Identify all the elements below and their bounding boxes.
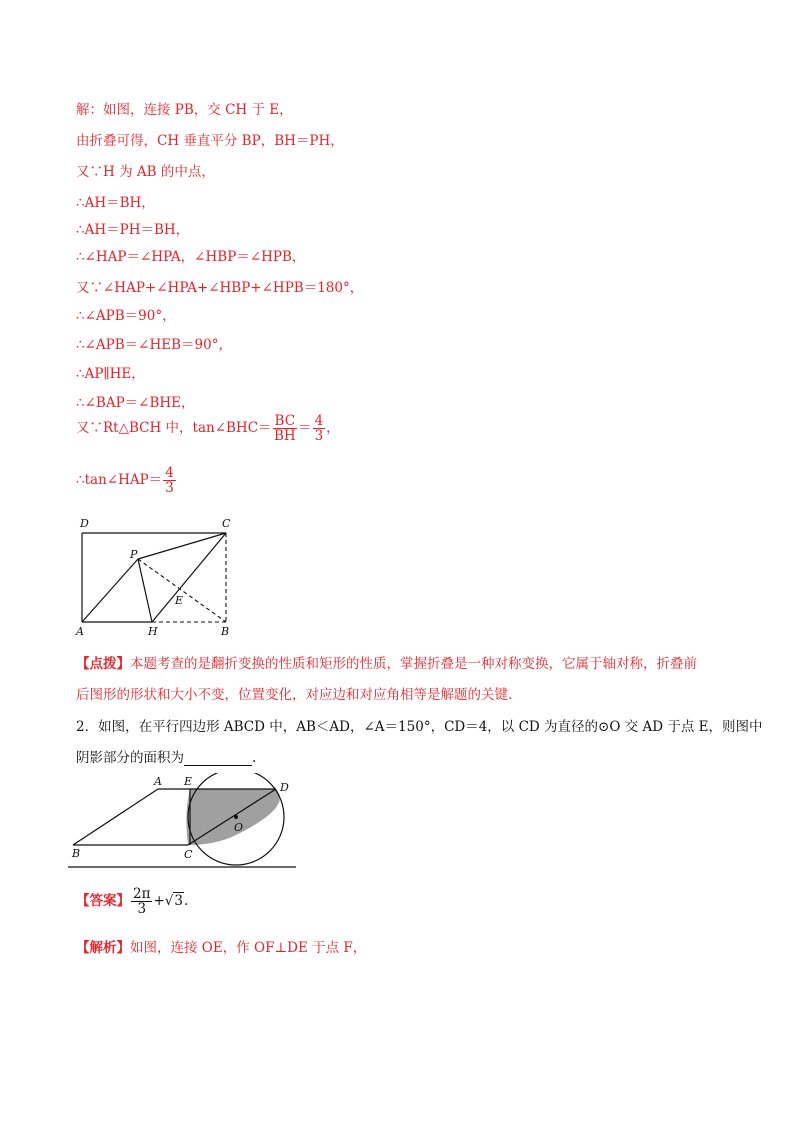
question-2-end: . xyxy=(252,750,257,766)
answer-end: . xyxy=(183,893,189,909)
solution-line-6: ∴∠HAP＝∠HPA，∠HBP＝∠HPB， xyxy=(76,249,306,265)
solution-line-3: 又∵H 为 AB 的中点， xyxy=(76,164,215,180)
label-p: P xyxy=(130,548,138,561)
label-a: A xyxy=(76,625,84,638)
equals-sign: ＝ xyxy=(298,420,312,436)
question-2-text: 阴影部分的面积为 xyxy=(76,750,184,766)
label-a: A xyxy=(154,775,162,788)
label-e: E xyxy=(175,594,184,607)
solution-line-11: ∴∠BAP＝∠BHE， xyxy=(76,395,195,411)
figure-parallelogram-circle xyxy=(68,773,308,873)
solution-line-8: ∴∠APB＝90°， xyxy=(76,308,176,324)
label-d: D xyxy=(80,517,89,530)
comment-text-1: 本题考查的是翻折变换的性质和矩形的性质，掌握折叠是一种对称变换，它属于轴对称，折叠前 xyxy=(130,656,697,672)
label-h: H xyxy=(148,625,158,638)
solution-line-5: ∴AH＝PH＝BH， xyxy=(76,222,190,238)
label-c: C xyxy=(222,517,231,530)
figure-rectangle-fold xyxy=(70,512,250,642)
sqrt-radicand: 3 xyxy=(174,893,183,909)
tan-result-prefix: ∴tan∠HAP＝ xyxy=(76,472,163,488)
center-point xyxy=(234,815,238,819)
label-d: D xyxy=(280,781,289,794)
solution-line-4: ∴AH＝BH， xyxy=(76,195,155,211)
answer-blank xyxy=(184,753,252,766)
solution-line-1: 解：如图，连接 PB，交 CH 于 E， xyxy=(76,102,293,118)
solution-line-9: ∴∠APB＝∠HEB＝90°， xyxy=(76,337,232,353)
plus-sign: + xyxy=(153,893,165,909)
fraction-bc-bh xyxy=(273,414,298,443)
label-o: O xyxy=(234,821,244,834)
label-c: C xyxy=(184,848,193,861)
analysis-text: 如图，连接 OE，作 OF⊥DE 于点 F， xyxy=(130,940,367,956)
analysis-line xyxy=(76,936,366,956)
segment-ba xyxy=(73,789,158,845)
fraction-4-3 xyxy=(313,414,326,443)
solution-line-10: ∴AP∥HE， xyxy=(76,366,145,382)
solution-line-7: 又∵∠HAP+∠HPA+∠HBP+∠HPB＝180°， xyxy=(76,280,364,296)
segment-ph xyxy=(138,559,152,622)
tan-result xyxy=(76,466,177,495)
segment-ap xyxy=(82,559,138,622)
fraction-denominator: 3 xyxy=(314,428,324,444)
comment-line-2: 后图形的形状和大小不变，位置变化，对应边和对应角相等是解题的关键. xyxy=(76,687,513,703)
question-2-line-1: 2．如图，在平行四边形 ABCD 中，AB＜AD，∠A＝150°，CD＝4，以 CD 为直径的⊙O 交 AD 于点 E，则图中 xyxy=(76,719,763,735)
solution-line-2: 由折叠可得，CH 垂直平分 BP，BH＝PH， xyxy=(76,133,344,149)
fraction-2pi-3 xyxy=(131,887,152,916)
fraction-denominator: 3 xyxy=(165,480,174,496)
comment-line-1 xyxy=(76,652,697,672)
question-2-line-2 xyxy=(76,746,256,766)
answer-line xyxy=(76,887,188,916)
dashed-pb xyxy=(138,559,226,622)
fraction-numerator: BC xyxy=(274,413,296,429)
fraction-numerator: 4 xyxy=(165,465,174,481)
tan-line-prefix: 又∵Rt△BCH 中，tan∠BHC＝ xyxy=(76,420,272,436)
label-b: B xyxy=(72,847,81,860)
label-e: E xyxy=(184,775,193,788)
sqrt-symbol: √ xyxy=(164,893,174,909)
tan-line xyxy=(76,414,340,443)
fraction-denominator: 3 xyxy=(137,901,147,917)
analysis-tag: 【解析】 xyxy=(76,940,130,956)
comment-tag: 【点拨】 xyxy=(76,656,130,672)
fraction-denominator: BH xyxy=(273,428,296,444)
fraction-4-3 xyxy=(163,466,176,495)
label-b: B xyxy=(221,625,230,638)
fraction-numerator: 4 xyxy=(314,413,324,429)
fraction-numerator: 2π xyxy=(133,886,151,902)
tan-line-suffix: ， xyxy=(326,420,340,436)
answer-tag: 【答案】 xyxy=(76,893,130,909)
segment-pc xyxy=(138,533,226,559)
